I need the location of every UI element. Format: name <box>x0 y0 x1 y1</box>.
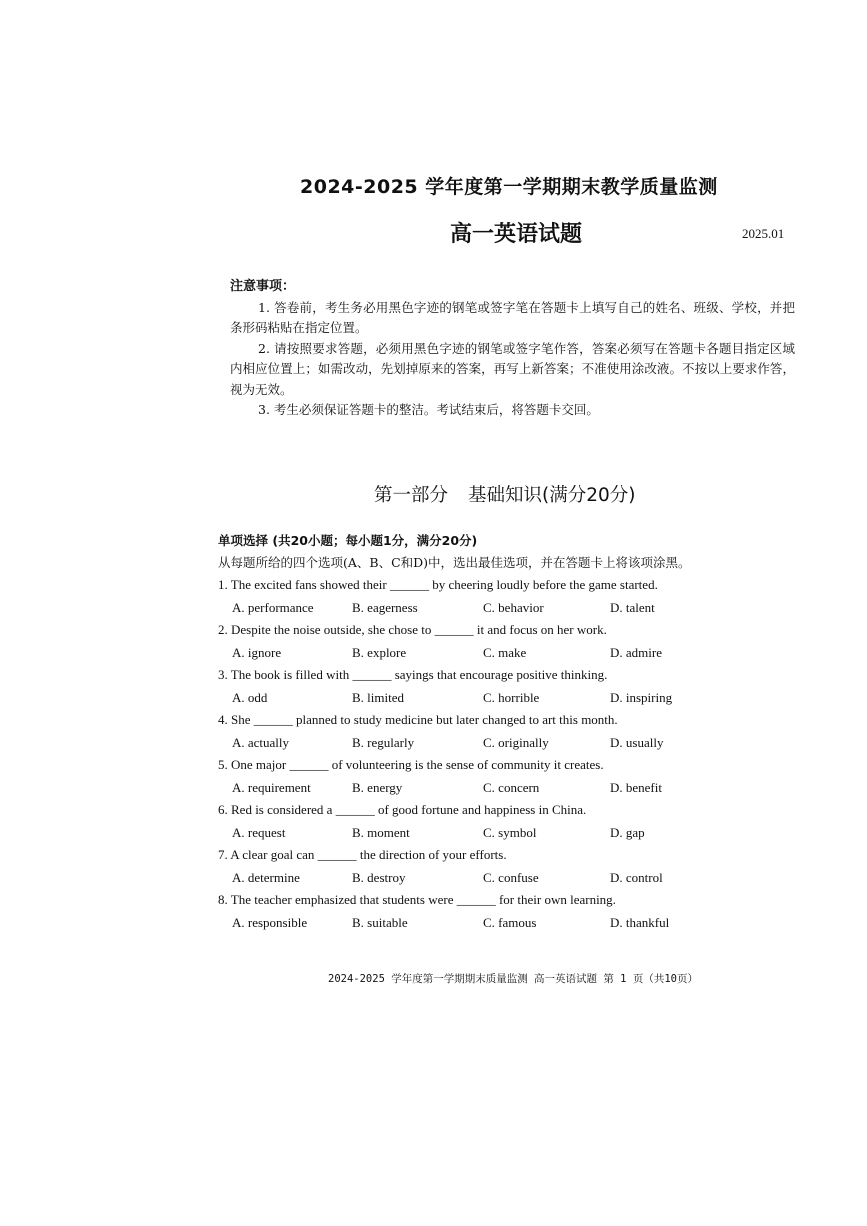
question-stem: 8. The teacher emphasized that students were ______ for their own learning. <box>218 892 616 907</box>
option-d: D. gap <box>610 824 645 840</box>
part-label: 第一部分 <box>374 485 449 506</box>
option-a: A. ignore <box>232 644 282 660</box>
subject-title: 高一英语试题 <box>450 221 583 247</box>
question-2 <box>218 619 818 664</box>
option-b: B. limited <box>352 689 404 705</box>
multiple-choice-section <box>218 530 818 934</box>
question-stem: 6. Red is considered a ______ of good fortune and happiness in China. <box>218 802 587 817</box>
question-options <box>218 822 818 845</box>
question-options <box>218 867 818 890</box>
option-d: D. thankful <box>610 914 670 930</box>
question-stem: 2. Despite the noise outside, she chose to ______ it and focus on her work. <box>218 622 607 637</box>
question-stem: 5. One major ______ of volunteering is the sense of community it creates. <box>218 757 604 772</box>
option-a: A. performance <box>232 599 314 615</box>
notice-heading: 注意事项： <box>230 279 296 294</box>
option-d: D. control <box>610 869 663 885</box>
option-b: B. energy <box>352 779 403 795</box>
section-instruction: 从每题所给的四个选项(A、B、C和D)中，选出最佳选项，并在答题卡上将该项涂黑。 <box>218 555 691 570</box>
question-options <box>218 777 818 800</box>
option-b: B. regularly <box>352 734 415 750</box>
notice-block <box>230 277 795 421</box>
question-stem: 4. She ______ planned to study medicine but later changed to art this month. <box>218 712 618 727</box>
question-options <box>218 597 818 620</box>
exam-title: 2024-2025 学年度第一学期期末教学质量监测 <box>300 176 718 198</box>
question-options <box>218 732 818 755</box>
option-b: B. destroy <box>352 869 406 885</box>
option-c: C. horrible <box>483 689 540 705</box>
option-b: B. suitable <box>352 914 408 930</box>
option-c: C. make <box>483 644 527 660</box>
option-d: D. admire <box>610 644 662 660</box>
notice-item: 2. 请按照要求答题，必须用黑色字迹的钢笔或签字笔作答，答案必须写在答题卡各题目指定区域内相应位置上；如需改动，先划掉原来的答案，再写上新答案；不准使用涂改液。不按以上要求作答，视为无效。 <box>230 340 795 397</box>
option-c: C. symbol <box>483 824 537 840</box>
question-1 <box>218 574 818 619</box>
notice-item: 3. 考生必须保证答题卡的整洁。考试结束后，将答题卡交回。 <box>258 402 599 417</box>
option-c: C. originally <box>483 734 549 750</box>
question-stem: 7. A clear goal can ______ the direction of your efforts. <box>218 847 507 862</box>
option-a: A. actually <box>232 734 290 750</box>
option-a: A. requirement <box>232 779 311 795</box>
question-6 <box>218 799 818 844</box>
question-4 <box>218 709 818 754</box>
option-b: B. explore <box>352 644 407 660</box>
question-7 <box>218 844 818 889</box>
question-options <box>218 687 818 710</box>
question-8 <box>218 889 818 934</box>
exam-date: 2025.01 <box>742 226 785 241</box>
option-c: C. famous <box>483 914 537 930</box>
option-d: D. talent <box>610 599 655 615</box>
option-a: A. determine <box>232 869 300 885</box>
option-c: C. confuse <box>483 869 539 885</box>
option-c: C. behavior <box>483 599 544 615</box>
question-3 <box>218 664 818 709</box>
question-stem: 3. The book is filled with ______ sayings that encourage positive thinking. <box>218 667 608 682</box>
part-subtitle: 基础知识(满分20分) <box>468 485 636 506</box>
option-d: D. benefit <box>610 779 662 795</box>
question-options <box>218 642 818 665</box>
section-heading: 单项选择 (共20小题；每小题1分，满分20分) <box>218 533 478 548</box>
notice-item: 1. 答卷前，考生务必用黑色字迹的钢笔或签字笔在答题卡上填写自己的姓名、班级、学校，并把条形码粘贴在指定位置。 <box>230 299 795 335</box>
part-title <box>374 481 636 507</box>
option-d: D. usually <box>610 734 664 750</box>
question-stem: 1. The excited fans showed their ______ by cheering loudly before the game started. <box>218 577 658 592</box>
page-footer: 2024-2025 学年度第一学期期末质量监测 高一英语试题 第 1 页（共10页） <box>328 973 698 985</box>
question-5 <box>218 754 818 799</box>
option-a: A. request <box>232 824 286 840</box>
question-options <box>218 912 818 935</box>
option-d: D. inspiring <box>610 689 673 705</box>
option-a: A. odd <box>232 689 268 705</box>
option-b: B. eagerness <box>352 599 418 615</box>
option-b: B. moment <box>352 824 410 840</box>
option-c: C. concern <box>483 779 540 795</box>
option-a: A. responsible <box>232 914 308 930</box>
